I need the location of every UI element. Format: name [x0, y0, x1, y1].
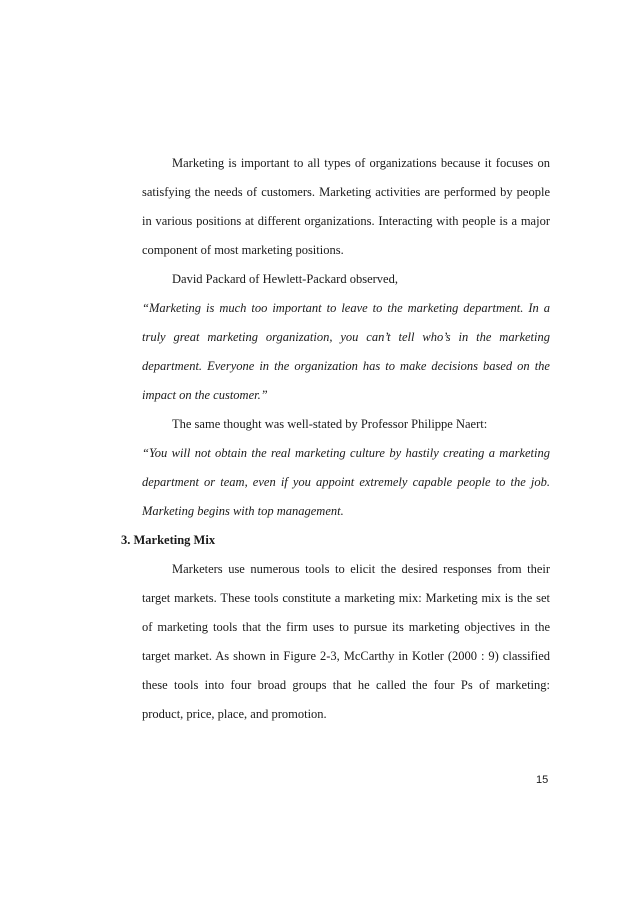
- paragraph-4-line-3: of marketing tools that the firm uses to pursue its marketing objectives in the: [142, 620, 550, 634]
- paragraph-4-line-6: product, price, place, and promotion.: [142, 707, 327, 721]
- page-number: 15: [536, 774, 549, 786]
- paragraph-3-line-1: The same thought was well-stated by Professor Philippe Naert:: [172, 417, 488, 431]
- paragraph-4-line-2: target markets. These tools constitute a marketing mix: Marketing mix is the set: [142, 591, 550, 605]
- paragraph-4-line-5: these tools into four broad groups that he called the four Ps of marketing:: [142, 678, 550, 692]
- paragraph-1-line-4: component of most marketing positions.: [142, 243, 344, 257]
- paragraph-1-line-1: Marketing is important to all types of organizations because it focuses on: [172, 156, 550, 170]
- section-heading: 3. Marketing Mix: [121, 533, 216, 547]
- quote-2-line-2: department or team, even if you appoint extremely capable people to the job.: [142, 475, 550, 489]
- paragraph-4-line-4: target market. As shown in Figure 2-3, McCarthy in Kotler (2000 : 9) classified: [142, 649, 550, 663]
- quote-1-line-2: truly great marketing organization, you can’t tell who’s in the marketing: [142, 330, 550, 344]
- quote-1-line-4: impact on the customer.”: [142, 388, 268, 402]
- quote-1-line-3: department. Everyone in the organization has to make decisions based on the: [142, 359, 550, 373]
- quote-2-line-1: “You will not obtain the real marketing culture by hastily creating a marketing: [142, 446, 550, 460]
- quote-2-line-3: Marketing begins with top management.: [142, 504, 344, 518]
- quote-1-line-1: “Marketing is much too important to leave to the marketing department. In a: [142, 301, 550, 315]
- paragraph-1-line-3: in various positions at different organizations. Interacting with people is a major: [142, 214, 550, 228]
- paragraph-4-line-1: Marketers use numerous tools to elicit the desired responses from their: [172, 562, 550, 576]
- paragraph-1-line-2: satisfying the needs of customers. Marketing activities are performed by people: [142, 185, 550, 199]
- paragraph-2-line-1: David Packard of Hewlett-Packard observed,: [172, 272, 398, 286]
